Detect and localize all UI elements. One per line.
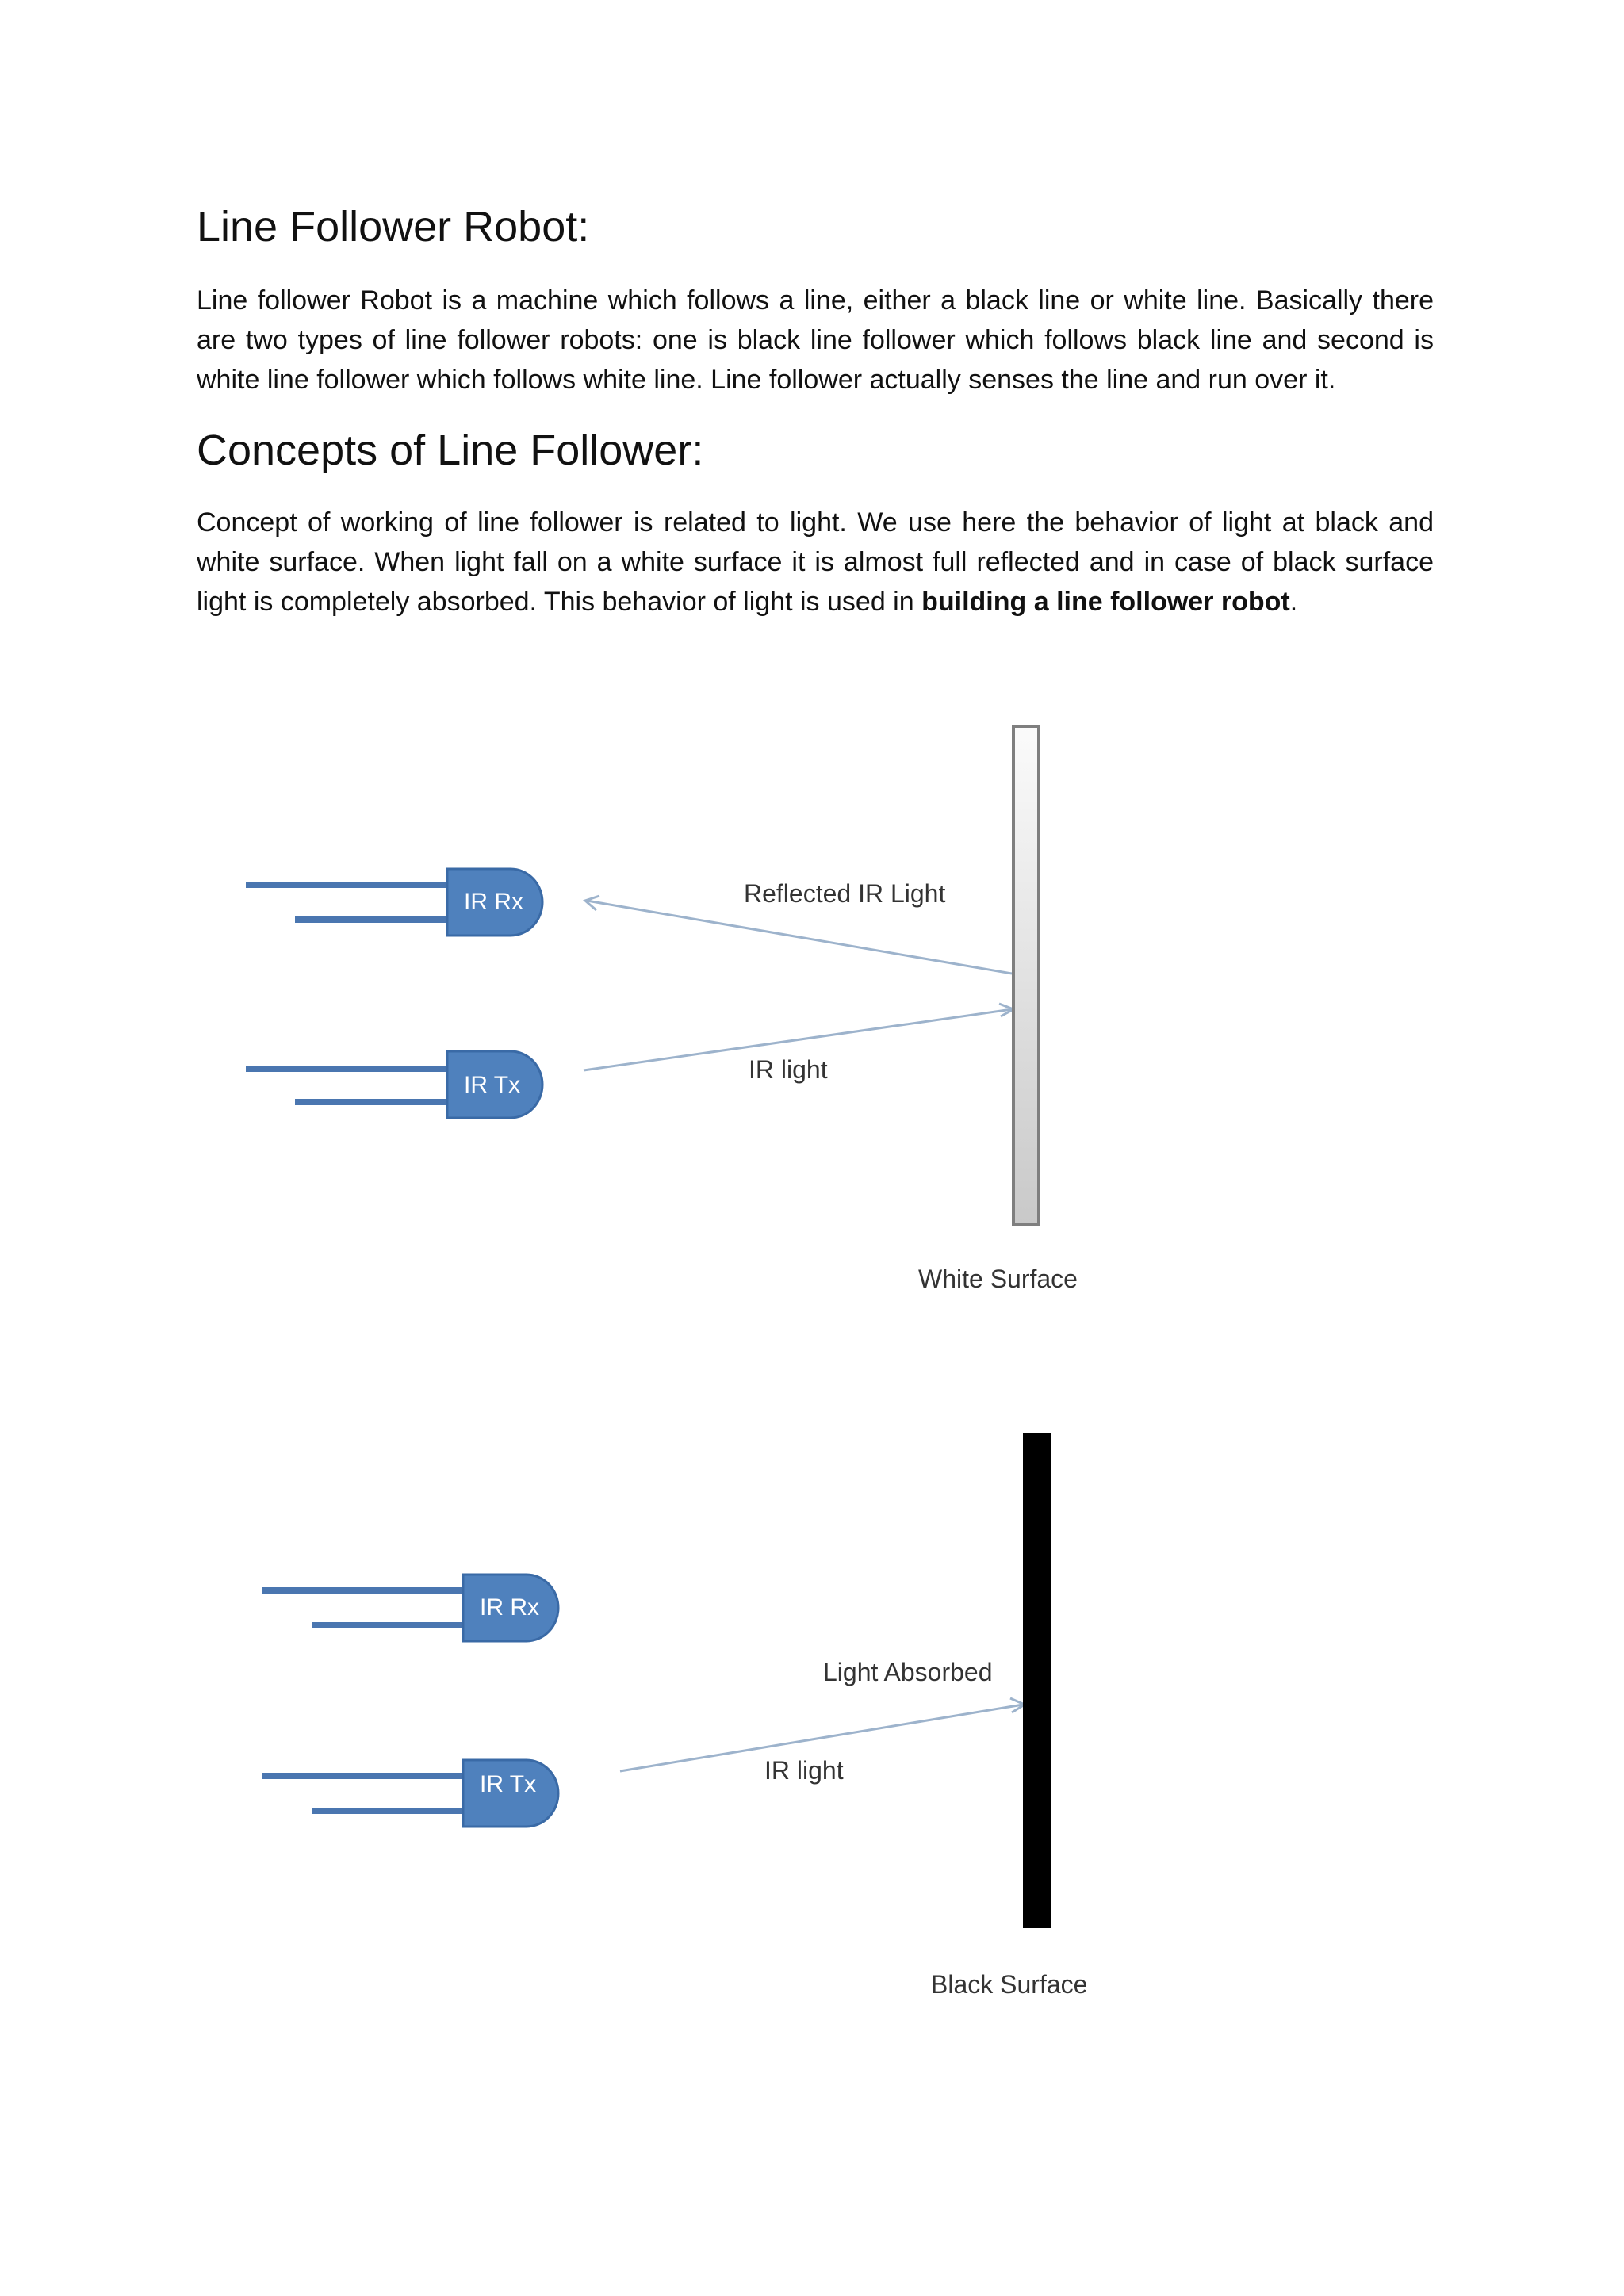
reflected-label: Reflected IR Light xyxy=(744,879,946,908)
incident-label: IR light xyxy=(749,1055,828,1084)
reflected-ray xyxy=(587,901,1012,974)
intro-paragraph: Line follower Robot is a machine which follows a line, either a black line or white line. Basically there are two types of line follower robots: one is black line follower which follows black line and second is white line follower which follows white line. Line follower actually senses the line and run over it. xyxy=(197,285,1434,395)
transmitter-label: IR Tx xyxy=(464,1072,521,1098)
absorbed-label: Light Absorbed xyxy=(823,1658,993,1686)
concept-paragraph xyxy=(197,503,1434,622)
concept-text-end: . xyxy=(1289,587,1298,617)
ir-receiver xyxy=(262,1575,558,1641)
ir-transmitter xyxy=(246,1051,542,1118)
concept-text: Concept of working of line follower is related to light. We use here the behavior of light at black and white surface. When light fall on a white surface it is almost full reflected and in case of black surface light is completely absorbed. This behavior of light is used in xyxy=(197,507,1434,617)
receiver-label: IR Rx xyxy=(464,889,523,915)
black-surface xyxy=(1023,1433,1051,1928)
black-surface-label: Black Surface xyxy=(931,1970,1088,1999)
white-surface-label: White Surface xyxy=(918,1265,1078,1293)
concept-bold-text: building a line follower robot xyxy=(921,587,1290,617)
page-title: Line Follower Robot: xyxy=(197,203,590,251)
incident-label: IR light xyxy=(764,1756,844,1785)
ir-transmitter xyxy=(262,1760,558,1827)
white-surface-diagram xyxy=(0,698,1624,1411)
white-surface xyxy=(1013,726,1039,1224)
black-surface-diagram xyxy=(0,1403,1624,2117)
ir-receiver xyxy=(246,869,542,936)
receiver-label: IR Rx xyxy=(480,1594,539,1621)
transmitter-label: IR Tx xyxy=(480,1771,537,1797)
section-heading: Concepts of Line Follower: xyxy=(197,427,704,474)
